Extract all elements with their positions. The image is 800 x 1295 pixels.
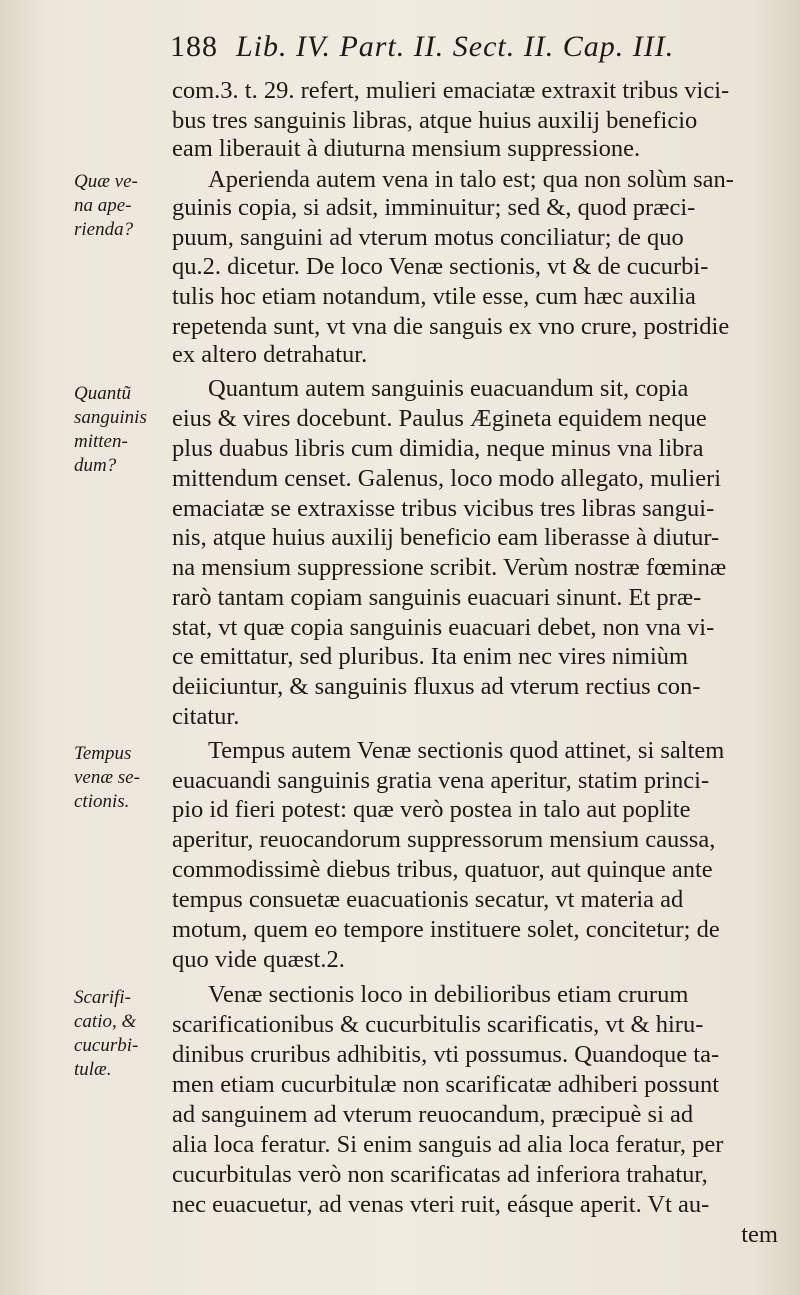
marginal-note-line: Tempus <box>74 743 132 764</box>
running-title: Lib. IV. Part. II. Sect. II. Cap. III. <box>236 30 675 63</box>
marginal-note <box>74 742 170 814</box>
text-line: nis, atque huius auxilij beneficio eam liberasse à diutur- <box>172 524 720 551</box>
text-line: guinis copia, si adsit, imminuitur; sed &, quod præci- <box>172 194 696 221</box>
text-line: bus tres sanguinis libras, atque huius auxilij beneficio <box>172 107 698 134</box>
text-line: ce emittatur, sed pluribus. Ita enim nec vires nimiùm <box>172 643 689 670</box>
marginal-note-line: sanguinis <box>74 407 147 428</box>
text-line: pio id fieri potest: quæ verò postea in talo aut poplite <box>172 796 691 823</box>
marginal-note-line: catio, & <box>74 1011 137 1032</box>
paragraph-start-line: Venæ sectionis loco in debilioribus etiam crurum <box>208 981 689 1008</box>
text-line: mittendum censet. Galenus, loco modo allegato, mulieri <box>172 465 722 492</box>
marginal-note-line: tulæ. <box>74 1059 112 1080</box>
catchword: tem <box>741 1221 778 1248</box>
text-line: repetenda sunt, vt vna die sanguis ex vno crure, postridie <box>172 313 730 340</box>
marginal-note-line: Quæ ve- <box>74 171 138 192</box>
text-line: euacuandi sanguinis gratia vena aperitur, statim princi- <box>172 767 710 794</box>
text-line: nec euacuetur, ad venas vteri ruit, eásque aperit. Vt au- <box>172 1191 710 1218</box>
text-line: aperitur, reuocandorum suppressorum mensium caussa, <box>172 826 716 853</box>
text-line: ex altero detrahatur. <box>172 341 368 368</box>
marginal-note-line: na ape- <box>74 195 132 216</box>
text-line: cucurbitulas verò non scarificatas ad inferiora trahatur, <box>172 1161 708 1188</box>
marginal-note-line: Scarifi- <box>74 987 131 1008</box>
running-header <box>170 30 674 64</box>
marginal-note-line: dum? <box>74 455 117 476</box>
text-line: quo vide quæst.2. <box>172 946 345 973</box>
text-line: commodissimè diebus tribus, quatuor, aut quinque ante <box>172 856 713 883</box>
text-line: puum, sanguini ad vterum motus conciliatur; de quo <box>172 224 684 251</box>
text-line: eam liberauit à diuturna mensium suppressione. <box>172 135 641 162</box>
marginal-note <box>74 382 170 478</box>
text-line: men etiam cucurbitulæ non scarificatæ adhiberi possunt <box>172 1071 720 1098</box>
text-line: scarificationibus & cucurbitulis scarificatis, vt & hiru- <box>172 1011 704 1038</box>
paragraph-start-line: Quantum autem sanguinis euacuandum sit, copia <box>208 375 689 402</box>
text-line: plus duabus libris cum dimidia, neque minus vna libra <box>172 435 704 462</box>
text-line: stat, vt quæ copia sanguinis euacuari debet, non vna vi- <box>172 614 715 641</box>
text-line: tulis hoc etiam notandum, vtile esse, cum hæc auxilia <box>172 283 696 310</box>
paragraph-start-line: Tempus autem Venæ sectionis quod attinet, si saltem <box>208 737 725 764</box>
text-line: alia loca feratur. Si enim sanguis ad alia loca feratur, per <box>172 1131 724 1158</box>
marginal-note <box>74 986 170 1082</box>
marginal-note-line: venæ se- <box>74 767 140 788</box>
marginal-note-line: rienda? <box>74 219 134 240</box>
text-line: citatur. <box>172 703 240 730</box>
text-line: tempus consuetæ euacuationis secatur, vt materia ad <box>172 886 684 913</box>
text-line: na mensium suppressione scribit. Verùm nostræ fœminæ <box>172 554 727 581</box>
text-line: rarò tantam copiam sanguinis euacuari sinunt. Et præ- <box>172 584 702 611</box>
paragraph-start-line: Aperienda autem vena in talo est; qua non solùm san- <box>208 166 734 193</box>
marginal-note-line: ctionis. <box>74 791 130 812</box>
marginal-note-line: mitten- <box>74 431 128 452</box>
text-line: eius & vires docebunt. Paulus Ægineta equidem neque <box>172 405 707 432</box>
text-line: com.3. t. 29. refert, mulieri emaciatæ extraxit tribus vici- <box>172 77 730 104</box>
text-line: deiiciuntur, & sanguinis fluxus ad vterum rectius con- <box>172 673 701 700</box>
text-line: qu.2. dicetur. De loco Venæ sectionis, vt & de cucurbi- <box>172 253 709 280</box>
marginal-note-line: cucurbi- <box>74 1035 139 1056</box>
text-line: dinibus cruribus adhibitis, vti possumus. Quandoque ta- <box>172 1041 720 1068</box>
text-line: emaciatæ se extraxisse tribus vicibus tres libras sangui- <box>172 495 715 522</box>
text-line: ad sanguinem ad vterum reuocandum, præcipuè si ad <box>172 1101 694 1128</box>
page-number: 188 <box>170 30 218 63</box>
marginal-note <box>74 170 170 242</box>
marginal-note-line: Quantũ <box>74 383 131 404</box>
text-line: motum, quem eo tempore instituere solet, concitetur; de <box>172 916 720 943</box>
